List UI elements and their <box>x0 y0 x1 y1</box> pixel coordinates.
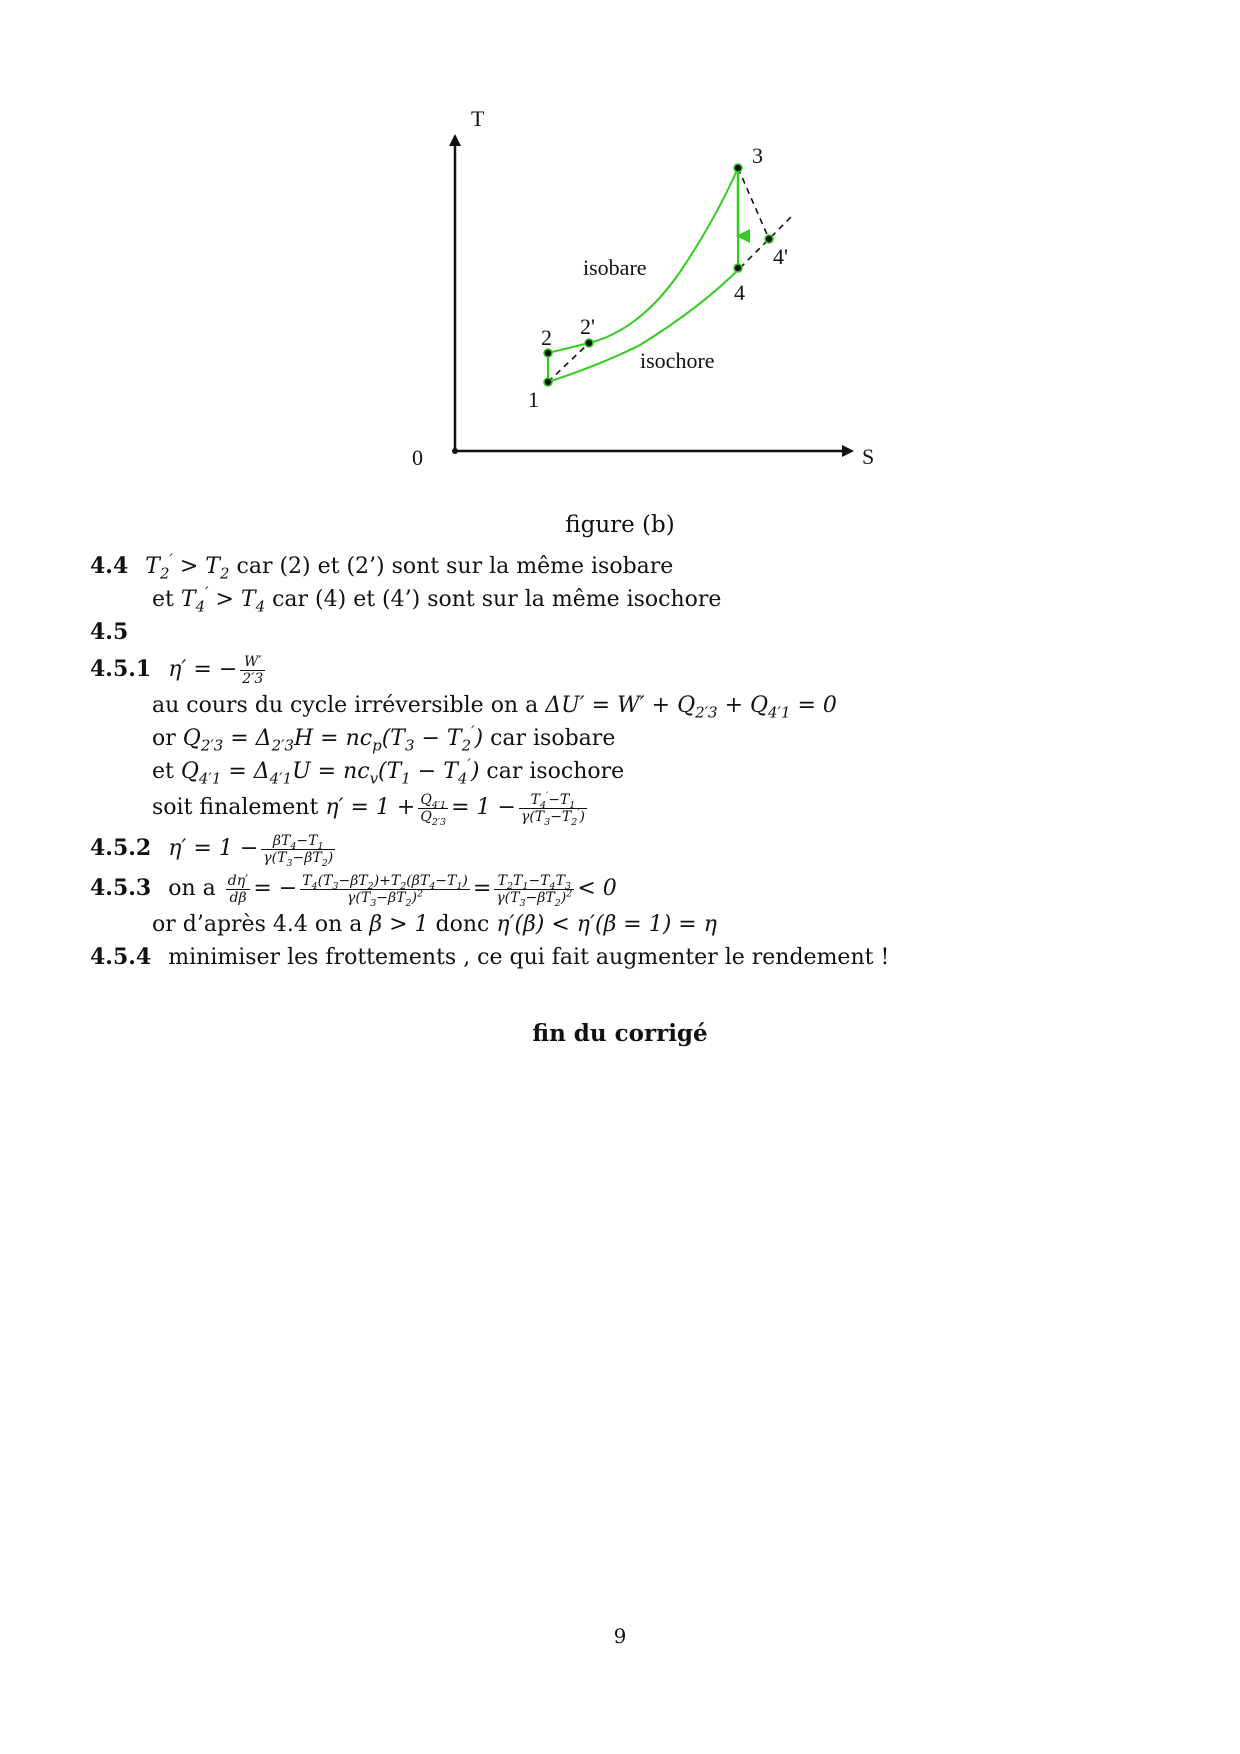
s453-formula-eta: η′(β) < η′(β = 1) = η <box>496 912 717 937</box>
s451-prefix-3: or <box>152 726 176 751</box>
s454-line <box>90 941 1150 974</box>
s44-formula-2: $T_4' > T_4$ <box>180 583 266 616</box>
point-2 <box>544 349 552 357</box>
s44-line2 <box>90 583 1150 616</box>
s44-line1 <box>90 550 1150 583</box>
point-label-2p: 2' <box>580 314 595 339</box>
s453-formula-beta: β > 1 <box>369 912 429 937</box>
s452-number: 4.5.2 <box>90 835 152 861</box>
point-1 <box>544 378 552 386</box>
axis-x-label: S <box>862 444 875 469</box>
s451-prefix-4: et <box>152 759 174 784</box>
isobare-label: isobare <box>583 255 647 280</box>
s453-frac-short: $\frac{T_2T_1-T_4T_3}{\gamma(T_3-\beta T_2)^2}$ <box>496 872 573 909</box>
point-2p <box>585 339 593 347</box>
s451-frac-q: $\frac{Q_{4'1}}{Q_{2'3}}$ <box>420 791 447 828</box>
s452-frac: $\frac{\beta T_4-T_1}{\gamma(T_3-\beta T_2)}$ <box>263 832 334 869</box>
point-label-2: 2 <box>541 325 552 350</box>
point-4 <box>734 264 742 272</box>
origin-label: 0 <box>412 445 423 470</box>
s451-line1 <box>90 649 1150 689</box>
isochore-label: isochore <box>640 348 715 373</box>
point-3 <box>734 164 742 172</box>
s451-suffix-3: car isobare <box>490 726 616 751</box>
dashed-3-4p <box>738 168 769 239</box>
origin-dot <box>452 448 458 454</box>
s452-formula: η′ = 1 − <box>168 836 259 861</box>
s451-formula-3: $Q_{2'3} = \Delta_{2'3}H = nc_p(T_3 - T_2')$ <box>182 722 484 755</box>
s454-number: 4.5.4 <box>90 944 152 970</box>
s451-fraction: $\frac{W'}{2'3}$ <box>242 653 264 687</box>
end-title: fin du corrigé <box>532 1020 708 1047</box>
point-label-3: 3 <box>752 143 763 168</box>
s453-line1: 4.5.3 on a $\frac{d\eta'}{d\beta}$ = − $\frac{T_4(T_3-\beta T_2)+T_2(\beta T_4-T_1)}{\gamma(T_3-\beta T_2)^2}$ = $\frac{T_2T_1-T_4T_3}{\gamma(T_3-\beta T_2)^2}$ < 0 <box>90 872 617 909</box>
s451-suffix-4: car isochore <box>486 759 625 784</box>
point-label-4p: 4' <box>773 244 788 269</box>
s451-line5: soit finalement η′ = 1 + $\frac{Q_{4'1}}{Q_{2'3}}$ = 1 − $\frac{T_4'-T_1}{\gamma(T_3-T_2')}$ <box>152 789 585 828</box>
s453-frac-long: $\frac{T_4(T_3-\beta T_2)+T_2(\beta T_4-T_1)}{\gamma(T_3-\beta T_2)^2}$ <box>302 872 468 909</box>
s451-formula-5: η′ = 1 + <box>325 795 416 820</box>
s45-line <box>90 616 1150 649</box>
s451-number: 4.5.1 <box>90 656 152 682</box>
point-4p <box>765 235 773 243</box>
s44-number: 4.4 <box>90 553 129 579</box>
s451-line2 <box>90 689 1150 722</box>
s453-prefix: on a <box>168 876 216 901</box>
figure-caption: figure (b) <box>565 512 675 538</box>
s453-line2 <box>90 908 1150 941</box>
s453-frac-deriv: $\frac{d\eta'}{d\beta}$ <box>227 872 249 906</box>
page-number: 9 <box>613 1624 627 1648</box>
s451-text-5: soit finalement <box>152 795 319 820</box>
s451-formula-eta: η′ = − <box>168 657 238 682</box>
s44-text-2: car (4) et (4’) sont sur la même isochore <box>272 587 722 612</box>
s44-text-1: car (2) et (2’) sont sur la même isobare <box>236 554 674 579</box>
s454-text: minimiser les frottements , ce qui fait augmenter le rendement ! <box>168 945 890 970</box>
ts-diagram <box>0 0 1240 500</box>
solution-text <box>90 550 1150 974</box>
point-label-4: 4 <box>734 280 745 305</box>
axis-y-label: T <box>471 106 485 131</box>
point-label-1: 1 <box>528 387 539 412</box>
s451-formula-2: $\Delta U' = W' + Q_{2'3} + Q_{4'1} = 0$ <box>545 693 837 722</box>
s44-prefix-2: et <box>152 587 174 612</box>
s451-frac-t: $\frac{T_4'-T_1}{\gamma(T_3-T_2')}$ <box>520 789 585 828</box>
s453-text-2: or d’après 4.4 on a <box>152 912 363 937</box>
s45-number: 4.5 <box>90 619 129 645</box>
s451-line3 <box>90 722 1150 755</box>
s452-line <box>90 828 1150 868</box>
s451-formula-4: $Q_{4'1} = \Delta_{4'1}U = nc_v(T_1 - T_4')$ <box>180 755 480 788</box>
s44-formula-1: $T_2' > T_2$ <box>145 550 230 583</box>
s451-line4 <box>90 755 1150 788</box>
s453-number: 4.5.3 <box>90 875 152 901</box>
s453-mid: donc <box>435 912 490 937</box>
s451-text-2: au cours du cycle irréversible on a <box>152 693 539 718</box>
